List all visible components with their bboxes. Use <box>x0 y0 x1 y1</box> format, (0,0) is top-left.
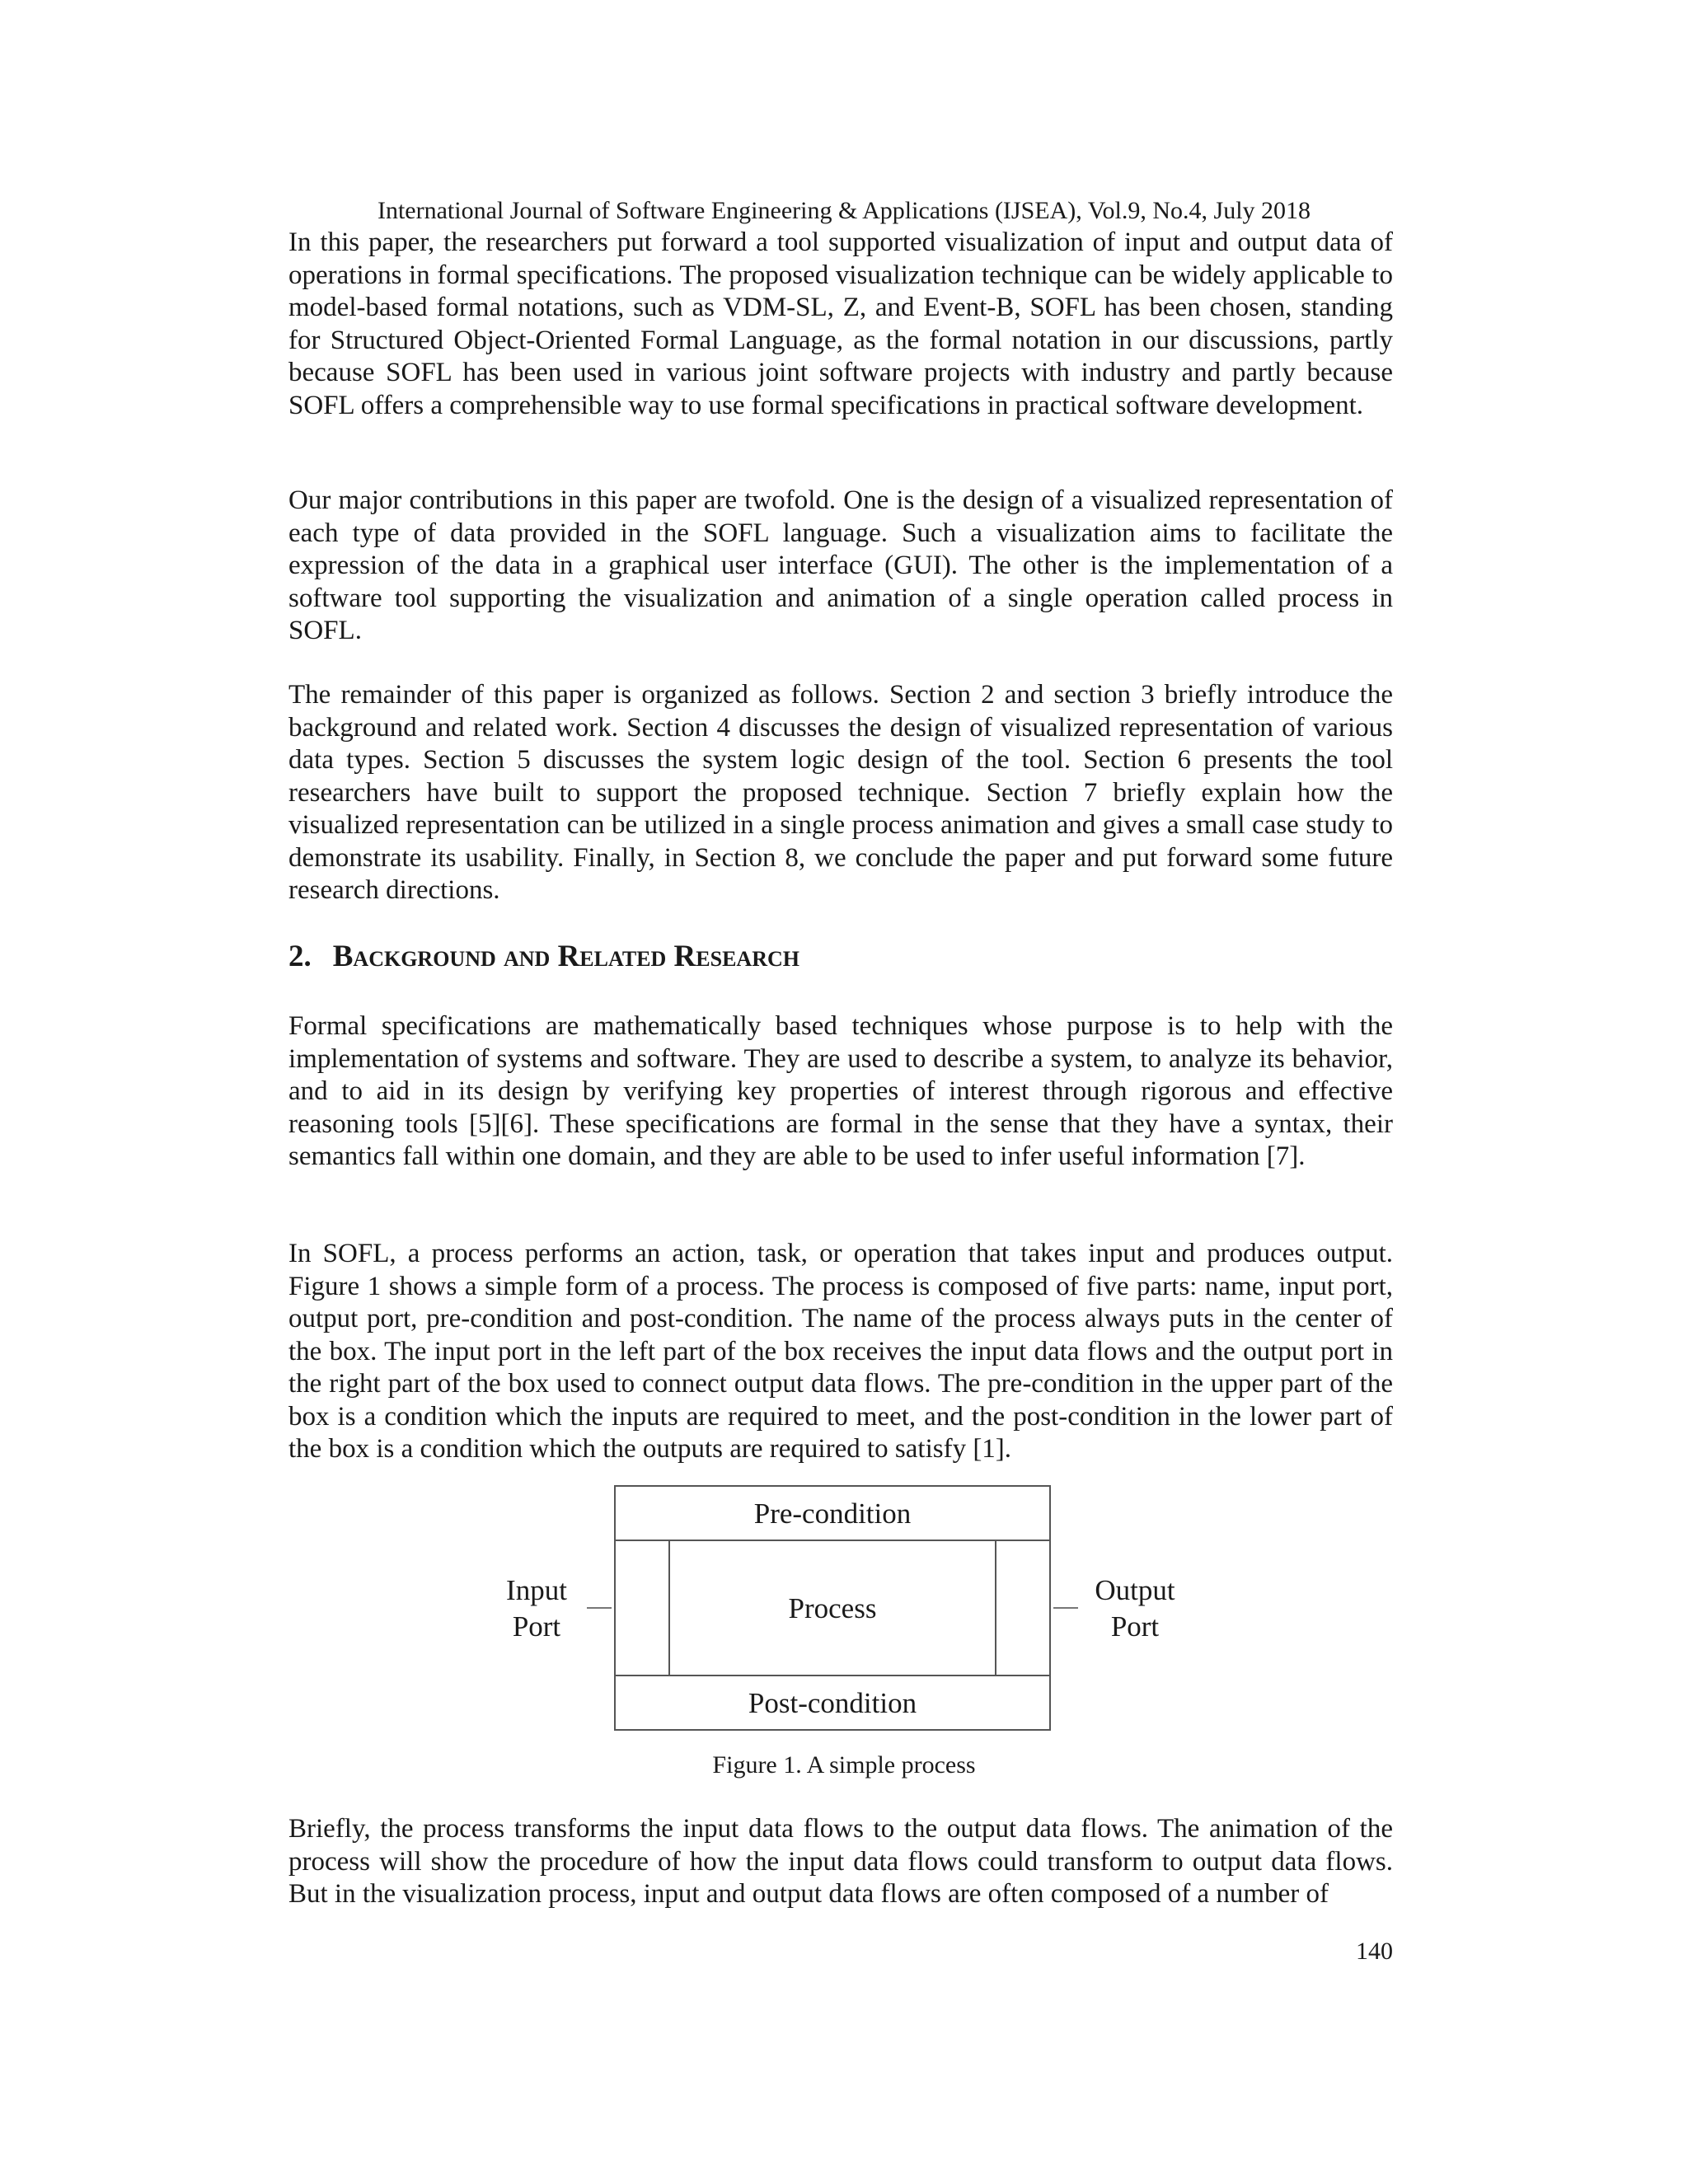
input-port-label-line2: Port <box>512 1610 561 1643</box>
paragraph-organization: The remainder of this paper is organized as follows. Section 2 and section 3 briefly introduce the background and related work. Section 4 discusses the design of visualized representation of various data types. Section 5 discusses the system logic design of the tool. Section 6 presents the tool researchers have built to support the proposed technique. Section 7 briefly explain how the visualized representation can be utilized in a single process animation and gives a small case study to demonstrate its usability. Finally, in Section 8, we conclude the paper and put forward some future research directions. <box>288 680 1393 905</box>
output-port-cell <box>995 1541 1049 1676</box>
input-port-label <box>487 1572 586 1645</box>
pre-condition-section: Pre-condition <box>616 1487 1049 1541</box>
input-connector-line <box>587 1607 612 1609</box>
output-port-label-line1: Output <box>1095 1574 1175 1606</box>
paragraph-briefly: Briefly, the process transforms the input data flows to the output data flows. The animation of the process will show the procedure of how the input data flows could transform to output data flows. But in the visualization process, input and output data flows are often composed of a number of <box>288 1814 1393 1909</box>
output-port-label-line2: Port <box>1110 1610 1160 1643</box>
process-box <box>614 1485 1051 1731</box>
paragraph-intro-tool: In this paper, the researchers put forward a tool supported visualization of input and output data of operations in formal specifications. The proposed visualization technique can be widely applicable to model-based formal notations, such as VDM-SL, Z, and Event-B, SOFL has been chosen, standing for Structured Object-Oriented Formal Language, as the formal notation in our discussions, partly because SOFL has been used in various joint software projects with industry and partly because SOFL offers a comprehensible way to use formal specifications in practical software development. <box>288 227 1393 420</box>
section-heading <box>288 938 799 976</box>
input-port-label-line1: Input <box>506 1574 567 1606</box>
paragraph-sofl-process: In SOFL, a process performs an action, task, or operation that takes input and produces output. Figure 1 shows a simple form of a process. The process is composed of five parts: name, input port, output port, pre-condition and post-condition. The name of the process always puts in the center of the box. The input port in the left part of the box receives the input data flows and the output port in the right part of the box used to connect output data flows. The pre-condition in the upper part of the box is a condition which the inputs are required to meet, and the post-condition in the lower part of the box is a condition which the outputs are required to satisfy [1]. <box>288 1239 1393 1464</box>
section-title: Background and Related Research <box>332 940 799 973</box>
process-middle-row <box>616 1541 1049 1676</box>
output-port-label <box>1085 1572 1184 1645</box>
post-condition-section: Post-condition <box>616 1675 1049 1729</box>
paragraph-contributions: Our major contributions in this paper are twofold. One is the design of a visualized representation of each type of data provided in the SOFL language. Such a visualization aims to facilitate the expression of the data in a graphical user interface (GUI). The other is the implementation of a software tool supporting the visualization and animation of a single operation called process in SOFL. <box>288 485 1393 645</box>
figure-caption: Figure 1. A simple process <box>712 1751 976 1779</box>
input-port-cell <box>616 1541 670 1676</box>
paragraph-formal-specifications: Formal specifications are mathematically based techniques whose purpose is to help with the implementation of systems and software. They are used to describe a system, to analyze its behavior, and to aid in its design by verifying key properties of interest through rigorous and effective reasoning tools [5][6]. These specifications are formal in the sense that they have a syntax, their semantics fall within one domain, and they are able to be used to infer useful information [7]. <box>288 1011 1393 1171</box>
output-connector-line <box>1053 1607 1078 1609</box>
running-header: International Journal of Software Engineering & Applications (IJSEA), Vol.9, No.4, July 2018 <box>377 197 1311 224</box>
process-name-cell: Process <box>788 1592 877 1624</box>
page-number: 140 <box>1356 1938 1393 1965</box>
section-number: 2. <box>288 940 312 973</box>
